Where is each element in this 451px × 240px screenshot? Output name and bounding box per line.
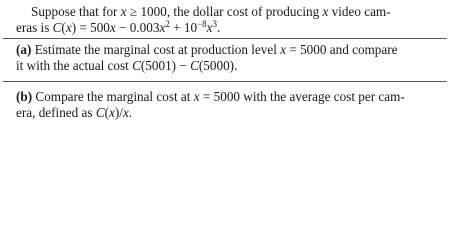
intro-text: ) = 500 bbox=[71, 20, 110, 35]
function-c: C bbox=[190, 58, 199, 73]
intro-line-1 bbox=[31, 4, 391, 20]
intro-text: Suppose that for bbox=[31, 4, 121, 19]
variable-x: x bbox=[120, 4, 127, 19]
divider bbox=[3, 38, 447, 39]
intro-text: . bbox=[216, 20, 221, 35]
function-c: C bbox=[95, 105, 105, 120]
part-b-line-2 bbox=[16, 105, 132, 121]
intro-text: video cam- bbox=[328, 4, 391, 19]
intro-text: ≥ 1000, the dollar cost of producing bbox=[126, 4, 323, 19]
variable-x: x bbox=[65, 20, 72, 35]
part-a-label: (a) bbox=[16, 42, 32, 57]
part-a-line-1 bbox=[16, 42, 397, 58]
part-a-text: (5001) − bbox=[140, 58, 191, 73]
intro-text: ( bbox=[61, 20, 66, 35]
part-a-text: Estimate the marginal cost at production level bbox=[31, 42, 281, 57]
part-b-text: ( bbox=[104, 105, 110, 120]
variable-x: x bbox=[109, 20, 116, 35]
part-a-text: (5000). bbox=[198, 58, 238, 73]
part-a-text: = 5000 and compare bbox=[286, 42, 398, 57]
variable-x: x bbox=[322, 4, 329, 19]
part-b-text: . bbox=[128, 105, 133, 120]
exponent: −8 bbox=[197, 19, 207, 29]
part-b-text: = 5000 with the average cost per cam- bbox=[199, 89, 405, 104]
exponent: 3 bbox=[212, 19, 217, 29]
intro-line-2 bbox=[16, 20, 220, 36]
part-a-text: it with the actual cost bbox=[16, 58, 133, 73]
variable-x: x bbox=[159, 20, 166, 35]
intro-text: − 0.003 bbox=[115, 20, 160, 35]
variable-x: x bbox=[280, 42, 287, 57]
part-a-line-2 bbox=[16, 58, 237, 74]
divider bbox=[3, 81, 447, 82]
function-c: C bbox=[52, 20, 62, 35]
part-b-text: Compare the marginal cost at bbox=[32, 89, 194, 104]
part-b-label: (b) bbox=[16, 89, 33, 104]
part-b-text: )/ bbox=[114, 105, 123, 120]
exponent: 2 bbox=[165, 19, 170, 29]
variable-x: x bbox=[193, 89, 200, 104]
part-b-line-1 bbox=[16, 89, 405, 105]
intro-text: eras is bbox=[16, 20, 53, 35]
function-c: C bbox=[132, 58, 141, 73]
part-b-text: era, defined as bbox=[16, 105, 96, 120]
variable-x: x bbox=[109, 105, 115, 120]
intro-text: + 10 bbox=[169, 20, 198, 35]
variable-x: x bbox=[122, 105, 129, 120]
variable-x: x bbox=[206, 20, 213, 35]
